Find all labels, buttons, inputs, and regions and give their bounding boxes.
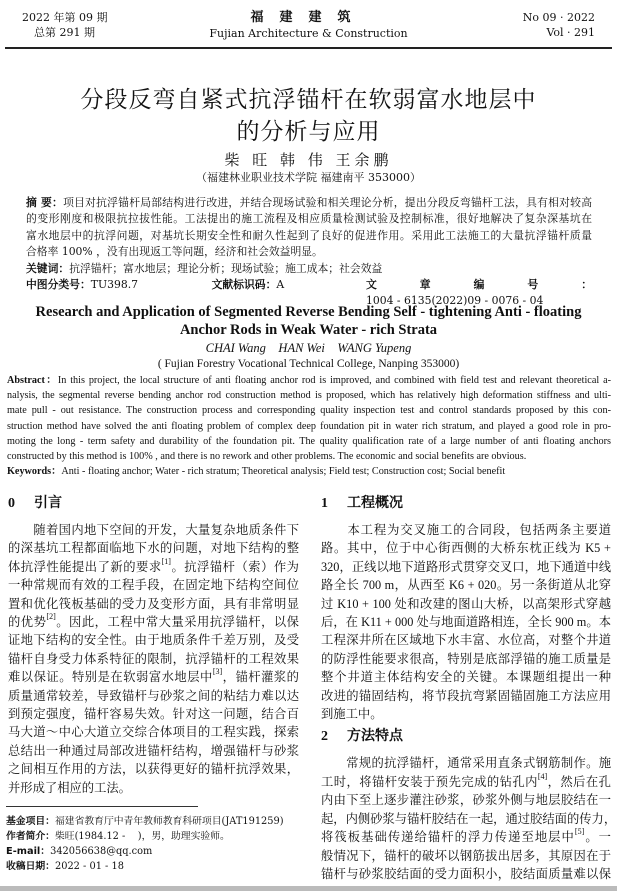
body-line: 改进的锚固结构，将节段抗弯紧固锚固施工方法应用	[321, 688, 611, 703]
affiliation-cn: （福建林业职业技术学院 福建南平 353000）	[196, 171, 421, 184]
body-line: 般情况下，锚杆的破坏以钢筋拔出居多，其原因在于	[321, 848, 611, 863]
volume-en: Vol · 291	[546, 26, 595, 39]
footnote-received	[6, 859, 284, 874]
section-body	[8, 521, 299, 797]
citation-ref: [5]	[574, 827, 585, 837]
keywords-en-value: Anti - floating anchor; Water - rich stratum; Theoretical analysis; Field test; Construction cost; Social benefit	[61, 466, 506, 478]
footnotes	[6, 814, 284, 874]
citation-ref: [3]	[212, 667, 223, 677]
abstract-en-line: In this project, the local structure of anti floating anchor rod is improved, and combined with field test and relevant theoretical a-	[57, 375, 611, 386]
body-line: 常规的抗浮锚杆，通常采用直条式钢筋制作。施	[321, 756, 611, 771]
footnote-label: 作者简介：	[6, 831, 55, 842]
footnote-label: E-mail：	[6, 846, 51, 857]
title-en	[0, 303, 617, 339]
footnote-label: 收稿日期：	[6, 861, 55, 872]
abstract-en-line: moting the long - term safety and durability of the foundation pit. The quality qualification rate of a large number of anti floating anchors	[7, 435, 611, 447]
body-line: 难以保证。特别是在软弱富水地层中[3]，锚杆灌浆的	[8, 667, 299, 685]
section-number: 2	[321, 729, 328, 745]
body-line: 到预定强度，锚杆容易失效。针对这一问题，结合百	[8, 707, 299, 722]
doc-code-label: 文献标识码：	[211, 278, 277, 292]
abstract-en-line: struction method have solved the anti floating problem of complex deep foundation pit in water rich stratum, and played a good role in pro-	[7, 420, 611, 432]
body-line: 一种常规而有效的工程手段，在固定地下结构空间位	[8, 578, 299, 593]
title-cn	[0, 84, 617, 148]
abstract-cn	[26, 195, 592, 310]
section-body	[321, 754, 617, 883]
footnote-email	[6, 844, 284, 859]
left-column	[8, 494, 299, 797]
body-line: 将筏板基础传递给锚杆的浮力传递至地层中[5]。一	[321, 827, 611, 845]
keywords-label: 关键词：	[26, 261, 70, 275]
title-cn-line: 分段反弯自紧式抗浮锚杆在软弱富水地层中	[80, 87, 537, 113]
issue-info-cn	[22, 10, 107, 40]
footnote-text: 342056638@qq.com	[50, 846, 153, 857]
section-title: 引言	[34, 495, 62, 511]
keywords-cn	[26, 261, 592, 277]
footnote-label: 基金项目：	[6, 816, 55, 827]
section-title: 方法特点	[347, 728, 403, 745]
authors-en: CHAI Wang HAN Wei WANG Yupeng	[205, 341, 412, 355]
keywords-en-label: Keywords：	[7, 466, 62, 478]
article-number-label: 文章编号：	[365, 278, 592, 292]
body-line: 总结出一种通过局部改进锚杆结构，增强锚杆与砂浆	[8, 743, 299, 758]
citation-ref: [1]	[161, 556, 171, 566]
body-line: 工时，将锚杆安装于预先完成的钻孔内[4]，然后在孔	[321, 771, 611, 789]
section-body	[321, 521, 611, 723]
body-line: 320，正线以地下道路形式贯穿交叉口，地下通道中线	[321, 559, 611, 574]
abstract-line: 合格率 100% ，没有出现返工等问题，经济和社会效益明显。	[26, 245, 323, 259]
footnote-text: 2022 - 01 - 18	[54, 861, 124, 872]
footnote-rule	[6, 806, 198, 807]
abstract-en-label: Abstract：	[7, 375, 58, 386]
body-line: 的优势[2]。因此，工程中常大量采用抗浮锚杆，以保	[8, 612, 299, 630]
body-line: 体抗浮性能提出了新的要求[1]。抗浮锚杆（索）作为	[8, 556, 299, 574]
citation-ref: [4]	[537, 771, 548, 781]
body-line: 到施工中。	[321, 707, 383, 722]
body-line: 本工程为交叉施工的合同段，包括两条主要道	[321, 523, 611, 537]
body-line: 置和优化筏板基础的受力及变形方面，具有非常明显	[8, 596, 299, 611]
citation-ref: [2]	[46, 612, 56, 622]
footnote-funding	[6, 814, 284, 829]
abstract-line: 的变形刚度和极限抗拉拔性能。工法提出的施工流程及相应质量检测试验及控制标准，很好地解决了复杂深基坑在	[26, 212, 592, 226]
section-number: 0	[8, 496, 15, 511]
section-heading	[321, 727, 611, 746]
abstract-line: 富水地层中的抗浮问题，对基坑长期安全性和耐久性起到了良好的促进作用。采用此工法施工的大量抗浮锚杆质量	[26, 228, 592, 242]
doc-code-value: A	[276, 278, 285, 292]
section-heading	[8, 494, 299, 513]
section-title: 工程概况	[347, 495, 403, 511]
journal-name	[180, 10, 437, 41]
body-line: 的防浮性能要求很高，特别是底部浮锚的施工质量是	[321, 651, 611, 666]
body-line: 路全长 700 m，从西至 K6 + 020。另一条街道从北穿	[321, 578, 611, 593]
abstract-en	[7, 373, 611, 479]
issue-number-en: No 09 · 2022	[522, 11, 595, 24]
abstract-line: 项目对抗浮锚杆局部结构进行改进，并结合现场试验和相关理论分析，提出分段反弯锚杆工法，具有相对较高	[63, 196, 592, 209]
authors-cn: 柴 旺 韩 伟 王余鹏	[224, 151, 393, 169]
body-line: 证地下结构的安全性。由于地质条件千差万别，及受	[8, 633, 299, 648]
body-line: 马大道～中心大道立交综合体项目的工程实践，探索	[8, 725, 299, 740]
title-en-line: Anchor Rods in Weak Water - rich Strata	[179, 322, 438, 338]
keywords-value: 抗浮锚杆；富水地层；理论分析；现场试验；施工成本；社会效益	[69, 261, 383, 275]
body-line: 工程深井所在区域地下水丰富、水位高，对整个井道	[321, 633, 611, 648]
title-en-line: Research and Application of Segmented Reverse Bending Self - tightening Anti - floating	[35, 304, 582, 320]
keywords-en	[7, 464, 611, 479]
body-line: 后，在 K11 + 000 处与地面道路相连，全长 900 m。本	[321, 615, 611, 630]
body-line: 随着国内地下空间的开发，大量复杂地质条件下	[8, 523, 299, 537]
abstract-label: 摘 要：	[26, 196, 64, 209]
affiliation-en: ( Fujian Forestry Vocational Technical College, Nanping 353000)	[157, 358, 460, 370]
body-line: 内由下至上逐步灌注砂浆，砂浆外侧与地层胶结在一	[321, 793, 611, 808]
title-cn-line: 的分析与应用	[236, 119, 381, 145]
section-heading	[321, 494, 611, 513]
footnote-text: 福建省教育厅中青年教师教育科研项目(JAT191259)	[54, 816, 284, 827]
body-line: 锚杆自身受力体系特征的限制，抗浮锚杆的工程效果	[8, 651, 299, 666]
body-line: 过 K10 + 100 处和改建的图山大桥，以高架形式穿越	[321, 596, 611, 611]
body-line: 的深基坑工程都面临地下水的问题，对地下结构的整	[8, 541, 299, 556]
abstract-en-line: nalysis, the segmental reverse bending anchor rod construction method is proposed, which has relatively high deformation stiffness and ulti-	[7, 390, 611, 402]
article-number-value: 1004 - 6135(2022)09 - 0076 - 04	[365, 294, 544, 308]
clc-value: TU398.7	[90, 278, 138, 292]
footnote-text: 柴旺(1984.12 - )，男，助理实验师。	[54, 831, 230, 842]
issue-number-cn: 2022 年第 09 期	[22, 11, 108, 24]
total-issue-cn: 总第 291 期	[34, 26, 95, 39]
abstract-en-line: mate pull - out resistance. The construction process and corresponding quality inspection test and control standards proposed by this con-	[7, 405, 611, 417]
journal-name-cn: 福建建筑	[250, 10, 367, 25]
issue-info-en	[523, 10, 595, 40]
body-line: 起，内侧砂浆与锚杆胶结在一起，通过胶结面的传力，	[321, 811, 617, 826]
body-line: 之间相互作用的方法，以获得更好的锚杆抗浮效果，	[8, 762, 299, 777]
section-number: 1	[321, 496, 328, 511]
body-line: 质量通常较差，导致锚杆与砂浆之间的粘结力难以达	[8, 688, 299, 703]
journal-name-en: Fujian Architecture & Construction	[209, 27, 408, 40]
body-line: 路。其中，位于中心街西侧的大桥东枕正线为 K5 +	[321, 541, 611, 556]
footnote-author	[6, 829, 284, 844]
header-rule	[5, 47, 612, 49]
abstract-en-line: constructed by this method is 100% , and there is no rework and other problems. The economic and social benefits are obvious.	[7, 451, 527, 463]
body-line: 并形成了相应的工法。	[8, 780, 131, 795]
right-column	[321, 494, 617, 883]
page-bottom-edge	[0, 886, 617, 891]
body-line: 锚杆与砂浆胶结面的受力面积小，胶结面质量难以保	[321, 866, 611, 881]
clc-label: 中图分类号：	[26, 278, 91, 292]
body-line: 整个井道主体结构安全的关键。本课题组提出一种	[321, 670, 611, 685]
